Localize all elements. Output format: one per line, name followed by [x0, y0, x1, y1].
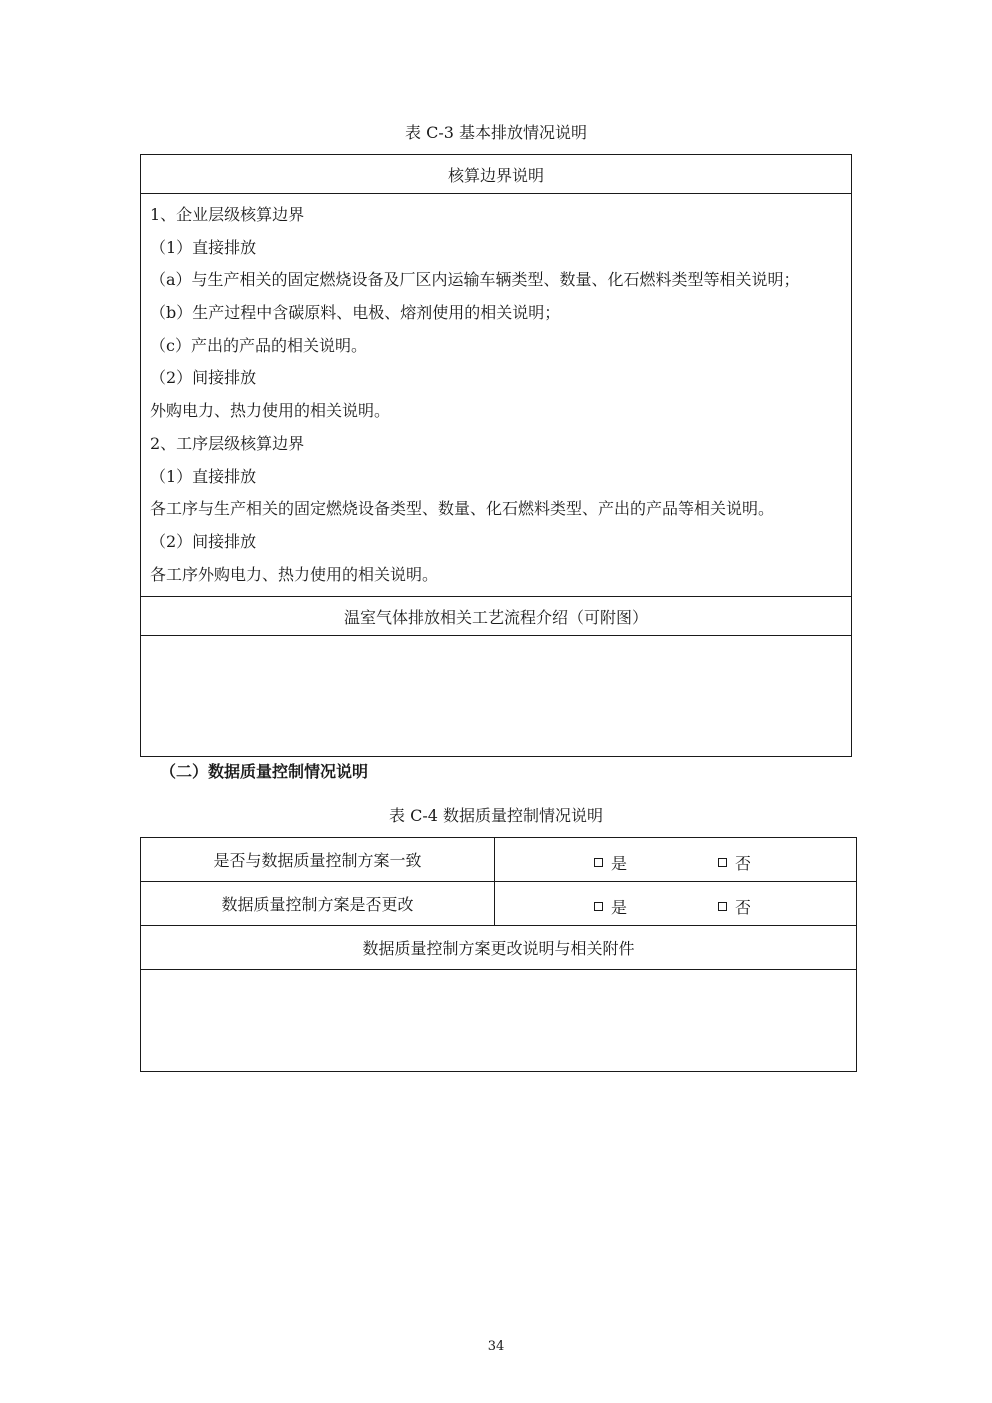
table-c3-caption: 表 C-3 基本排放情况说明: [404, 123, 587, 142]
no-option[interactable]: 否: [718, 851, 751, 874]
options-consistent: [495, 838, 857, 882]
table-c4-caption: 表 C-4 数据质量控制情况说明: [388, 806, 603, 825]
section-heading: （二）数据质量控制情况说明: [160, 762, 369, 781]
body-line: （2）间接排放: [150, 531, 257, 551]
body-line: （a）与生产相关的固定燃烧设备及厂区内运输车辆类型、数量、化石燃料类型等相关说明；: [150, 270, 800, 290]
body-line: （c）产出的产品的相关说明。: [150, 335, 367, 355]
body-line: （b）生产过程中含碳原料、电极、熔剂使用的相关说明；: [150, 303, 561, 323]
body-line: （1）直接排放: [150, 466, 257, 486]
body-line: 各工序外购电力、热力使用的相关说明。: [150, 564, 439, 584]
options-changed: [495, 882, 857, 926]
table-c3: [140, 154, 852, 757]
no-option[interactable]: 否: [718, 895, 751, 918]
yes-option[interactable]: 是: [594, 895, 627, 918]
table-c4: [140, 837, 857, 1072]
body-line: （1）直接排放: [150, 237, 257, 257]
process-flow-header: 温室气体排放相关工艺流程介绍（可附图）: [141, 597, 852, 636]
question-changed: 数据质量控制方案是否更改: [141, 882, 495, 926]
body-line: 各工序与生产相关的固定燃烧设备类型、数量、化石燃料类型、产出的产品等相关说明。: [150, 499, 775, 519]
body-line: 1、企业层级核算边界: [150, 205, 305, 224]
body-line: 2、工序层级核算边界: [150, 433, 305, 453]
boundary-header: 核算边界说明: [141, 155, 852, 194]
checkbox-icon[interactable]: [594, 858, 603, 867]
body-line: 外购电力、热力使用的相关说明。: [150, 401, 391, 421]
body-line: （2）间接排放: [150, 368, 257, 388]
checkbox-icon[interactable]: [718, 902, 727, 911]
page-number: 34: [487, 1339, 505, 1354]
question-consistent: 是否与数据质量控制方案一致: [141, 838, 495, 882]
checkbox-icon[interactable]: [594, 902, 603, 911]
process-flow-cell[interactable]: [141, 636, 852, 757]
change-description-cell[interactable]: [141, 970, 857, 1072]
yes-option[interactable]: 是: [594, 851, 627, 874]
change-description-header: 数据质量控制方案更改说明与相关附件: [141, 926, 857, 970]
boundary-description: [141, 194, 852, 597]
checkbox-icon[interactable]: [718, 858, 727, 867]
